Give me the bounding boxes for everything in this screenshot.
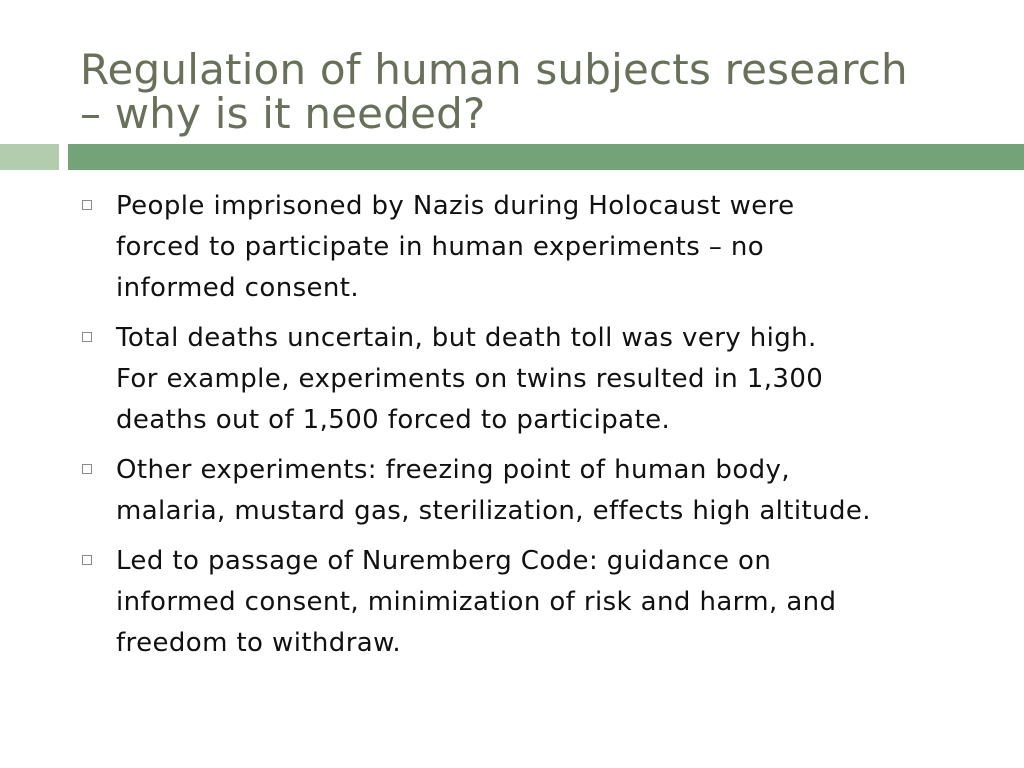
slide-title-line: Regulation of human subjects research	[80, 45, 908, 95]
title-accent-bar-right	[68, 144, 1024, 170]
bullet-item	[80, 541, 1000, 664]
hollow-square-bullet-icon	[82, 200, 92, 210]
bullet-text-line: forced to participate in human experiments – no	[116, 232, 765, 262]
bullet-item	[80, 318, 1000, 441]
hollow-square-bullet-icon	[82, 555, 92, 565]
bullet-text-line: For example, experiments on twins resulted in 1,300	[116, 364, 824, 394]
bullet-item	[80, 186, 1000, 309]
bullet-text-line: malaria, mustard gas, sterilization, effects high altitude.	[116, 496, 871, 526]
bullet-text-line: informed consent, minimization of risk and harm, and	[116, 587, 837, 617]
bullet-text-line: Total deaths uncertain, but death toll was very high.	[116, 323, 817, 353]
bullet-text-line: People imprisoned by Nazis during Holocaust were	[116, 191, 795, 221]
title-accent-bar-left	[0, 144, 59, 170]
slide-title	[80, 45, 980, 139]
bullet-text-line: informed consent.	[116, 273, 360, 303]
bullet-text-line: Led to passage of Nuremberg Code: guidance on	[116, 546, 772, 576]
bullet-list	[80, 186, 1000, 673]
hollow-square-bullet-icon	[82, 332, 92, 342]
bullet-text-line: Other experiments: freezing point of human body,	[116, 455, 790, 485]
slide-title-line: – why is it needed?	[80, 89, 486, 139]
bullet-text-line: freedom to withdraw.	[116, 628, 402, 658]
bullet-item	[80, 450, 1000, 532]
bullet-text-line: deaths out of 1,500 forced to participate.	[116, 405, 671, 435]
hollow-square-bullet-icon	[82, 464, 92, 474]
